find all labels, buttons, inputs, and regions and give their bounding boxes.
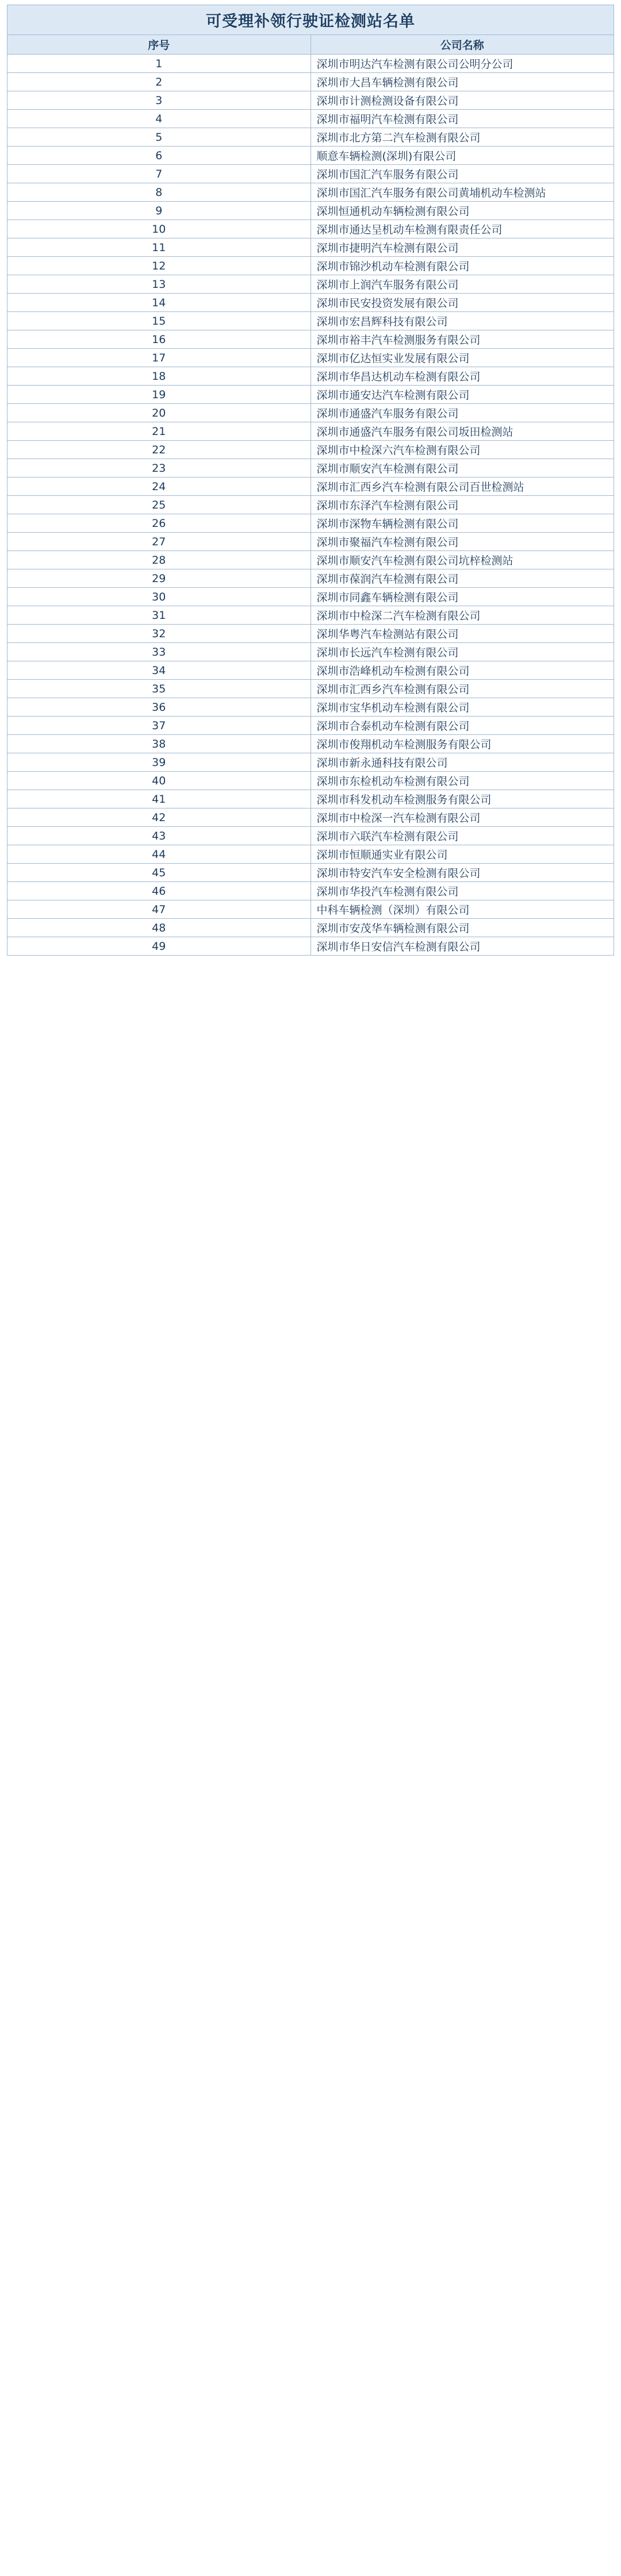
column-header-company: 公司名称 [310, 35, 614, 55]
row-index-cell: 29 [7, 569, 311, 588]
row-company-cell: 深圳市福明汽车检测有限公司 [310, 110, 614, 128]
row-index-cell: 33 [7, 643, 311, 661]
table-row [7, 753, 614, 772]
row-company-cell: 深圳市科发机动车检测服务有限公司 [310, 790, 614, 808]
table-row [7, 533, 614, 551]
table-row [7, 422, 614, 441]
table-row [7, 772, 614, 790]
row-company-cell: 深圳市宝华机动车检测有限公司 [310, 698, 614, 717]
row-index-cell: 32 [7, 625, 311, 643]
row-company-cell: 深圳市亿达恒实业发展有限公司 [310, 349, 614, 367]
row-index-cell: 37 [7, 717, 311, 735]
row-company-cell: 深圳市民安投资发展有限公司 [310, 294, 614, 312]
table-row [7, 349, 614, 367]
row-company-cell: 深圳市特安汽车安全检测有限公司 [310, 864, 614, 882]
row-company-cell: 深圳华粤汽车检测站有限公司 [310, 625, 614, 643]
table-row [7, 514, 614, 533]
row-company-cell: 深圳市中检深二汽车检测有限公司 [310, 606, 614, 625]
row-company-cell: 深圳市俊翔机动车检测服务有限公司 [310, 735, 614, 753]
row-index-cell: 31 [7, 606, 311, 625]
row-index-cell: 26 [7, 514, 311, 533]
row-company-cell: 深圳市中检深一汽车检测有限公司 [310, 808, 614, 827]
row-company-cell: 深圳市合泰机动车检测有限公司 [310, 717, 614, 735]
detection-station-table [7, 5, 614, 956]
table-row [7, 55, 614, 73]
row-index-cell: 39 [7, 753, 311, 772]
row-index-cell: 25 [7, 496, 311, 514]
row-company-cell: 深圳市宏昌辉科技有限公司 [310, 312, 614, 330]
row-index-cell: 43 [7, 827, 311, 845]
row-company-cell: 深圳市东检机动车检测有限公司 [310, 772, 614, 790]
table-title-row [7, 5, 614, 35]
row-index-cell: 15 [7, 312, 311, 330]
row-index-cell: 23 [7, 459, 311, 478]
table-row [7, 588, 614, 606]
table-row [7, 478, 614, 496]
row-company-cell: 深圳市汇西乡汽车检测有限公司 [310, 680, 614, 698]
row-index-cell: 42 [7, 808, 311, 827]
row-index-cell: 38 [7, 735, 311, 753]
table-row [7, 220, 614, 238]
table-row [7, 882, 614, 900]
table-row [7, 717, 614, 735]
table-row [7, 73, 614, 91]
row-company-cell: 深圳市汇西乡汽车检测有限公司百世检测站 [310, 478, 614, 496]
row-index-cell: 13 [7, 275, 311, 294]
table-row [7, 147, 614, 165]
table-row [7, 312, 614, 330]
column-header-index: 序号 [7, 35, 311, 55]
row-index-cell: 2 [7, 73, 311, 91]
row-index-cell: 17 [7, 349, 311, 367]
row-company-cell: 深圳市葆润汽车检测有限公司 [310, 569, 614, 588]
row-index-cell: 35 [7, 680, 311, 698]
row-company-cell: 深圳市浩峰机动车检测有限公司 [310, 661, 614, 680]
table-row [7, 110, 614, 128]
row-index-cell: 11 [7, 238, 311, 257]
row-index-cell: 10 [7, 220, 311, 238]
row-company-cell: 深圳市东泽汽车检测有限公司 [310, 496, 614, 514]
row-company-cell: 深圳市锦沙机动车检测有限公司 [310, 257, 614, 275]
row-company-cell: 顺意车辆检测(深圳)有限公司 [310, 147, 614, 165]
row-company-cell: 深圳市新永通科技有限公司 [310, 753, 614, 772]
row-company-cell: 深圳市大昌车辆检测有限公司 [310, 73, 614, 91]
table-row [7, 735, 614, 753]
table-row [7, 441, 614, 459]
table-row [7, 459, 614, 478]
row-index-cell: 14 [7, 294, 311, 312]
table-row [7, 808, 614, 827]
row-company-cell: 深圳市长远汽车检测有限公司 [310, 643, 614, 661]
table-row [7, 643, 614, 661]
row-index-cell: 21 [7, 422, 311, 441]
row-index-cell: 34 [7, 661, 311, 680]
row-company-cell: 深圳市华日安信汽车检测有限公司 [310, 937, 614, 956]
table-row [7, 257, 614, 275]
row-company-cell: 深圳市北方第二汽车检测有限公司 [310, 128, 614, 147]
table-row [7, 661, 614, 680]
row-company-cell: 深圳市华投汽车检测有限公司 [310, 882, 614, 900]
row-index-cell: 16 [7, 330, 311, 349]
row-index-cell: 18 [7, 367, 311, 386]
table-row [7, 496, 614, 514]
table-row [7, 569, 614, 588]
table-row [7, 367, 614, 386]
row-index-cell: 30 [7, 588, 311, 606]
row-company-cell: 深圳恒通机动车辆检测有限公司 [310, 202, 614, 220]
row-index-cell: 22 [7, 441, 311, 459]
row-company-cell: 深圳市通安达汽车检测有限公司 [310, 386, 614, 404]
row-company-cell: 深圳市聚福汽车检测有限公司 [310, 533, 614, 551]
row-company-cell: 深圳市通盛汽车服务有限公司坂田检测站 [310, 422, 614, 441]
table-row [7, 606, 614, 625]
row-company-cell: 深圳市计测检测设备有限公司 [310, 91, 614, 110]
table-row [7, 330, 614, 349]
row-index-cell: 36 [7, 698, 311, 717]
row-company-cell: 中科车辆检测（深圳）有限公司 [310, 900, 614, 919]
table-header-row [7, 35, 614, 55]
row-company-cell: 深圳市安茂华车辆检测有限公司 [310, 919, 614, 937]
row-company-cell: 深圳市上润汽车服务有限公司 [310, 275, 614, 294]
table-row [7, 864, 614, 882]
row-index-cell: 12 [7, 257, 311, 275]
row-index-cell: 41 [7, 790, 311, 808]
row-index-cell: 46 [7, 882, 311, 900]
table-row [7, 275, 614, 294]
row-company-cell: 深圳市中检深六汽车检测有限公司 [310, 441, 614, 459]
row-company-cell: 深圳市顺安汽车检测有限公司坑梓检测站 [310, 551, 614, 569]
row-index-cell: 40 [7, 772, 311, 790]
row-company-cell: 深圳市捷明汽车检测有限公司 [310, 238, 614, 257]
row-company-cell: 深圳市同鑫车辆检测有限公司 [310, 588, 614, 606]
row-company-cell: 深圳市华昌达机动车检测有限公司 [310, 367, 614, 386]
row-index-cell: 1 [7, 55, 311, 73]
row-index-cell: 7 [7, 165, 311, 183]
row-index-cell: 49 [7, 937, 311, 956]
row-index-cell: 3 [7, 91, 311, 110]
table-row [7, 404, 614, 422]
table-row [7, 790, 614, 808]
row-company-cell: 深圳市裕丰汽车检测服务有限公司 [310, 330, 614, 349]
table-row [7, 680, 614, 698]
row-index-cell: 45 [7, 864, 311, 882]
table-row [7, 165, 614, 183]
table-row [7, 551, 614, 569]
table-row [7, 900, 614, 919]
row-index-cell: 6 [7, 147, 311, 165]
table-row [7, 386, 614, 404]
row-company-cell: 深圳市明达汽车检测有限公司公明分公司 [310, 55, 614, 73]
row-company-cell: 深圳市通盛汽车服务有限公司 [310, 404, 614, 422]
row-company-cell: 深圳市顺安汽车检测有限公司 [310, 459, 614, 478]
table-row [7, 202, 614, 220]
row-index-cell: 20 [7, 404, 311, 422]
table-row [7, 128, 614, 147]
row-company-cell: 深圳市深物车辆检测有限公司 [310, 514, 614, 533]
row-index-cell: 19 [7, 386, 311, 404]
row-index-cell: 27 [7, 533, 311, 551]
table-row [7, 937, 614, 956]
page-title: 可受理补领行驶证检测站名单 [7, 5, 614, 35]
table-row [7, 827, 614, 845]
row-index-cell: 28 [7, 551, 311, 569]
row-company-cell: 深圳市恒顺通实业有限公司 [310, 845, 614, 864]
row-index-cell: 24 [7, 478, 311, 496]
table-row [7, 294, 614, 312]
table-body [7, 5, 614, 956]
table-row [7, 238, 614, 257]
table-row [7, 91, 614, 110]
row-company-cell: 深圳市通达呈机动车检测有限责任公司 [310, 220, 614, 238]
row-index-cell: 8 [7, 183, 311, 202]
document-page [0, 0, 621, 962]
table-row [7, 698, 614, 717]
row-index-cell: 5 [7, 128, 311, 147]
table-row [7, 183, 614, 202]
row-company-cell: 深圳市国汇汽车服务有限公司黄埔机动车检测站 [310, 183, 614, 202]
table-row [7, 625, 614, 643]
row-index-cell: 4 [7, 110, 311, 128]
table-row [7, 919, 614, 937]
row-index-cell: 44 [7, 845, 311, 864]
row-index-cell: 47 [7, 900, 311, 919]
table-row [7, 845, 614, 864]
row-index-cell: 9 [7, 202, 311, 220]
row-index-cell: 48 [7, 919, 311, 937]
row-company-cell: 深圳市国汇汽车服务有限公司 [310, 165, 614, 183]
row-company-cell: 深圳市六联汽车检测有限公司 [310, 827, 614, 845]
